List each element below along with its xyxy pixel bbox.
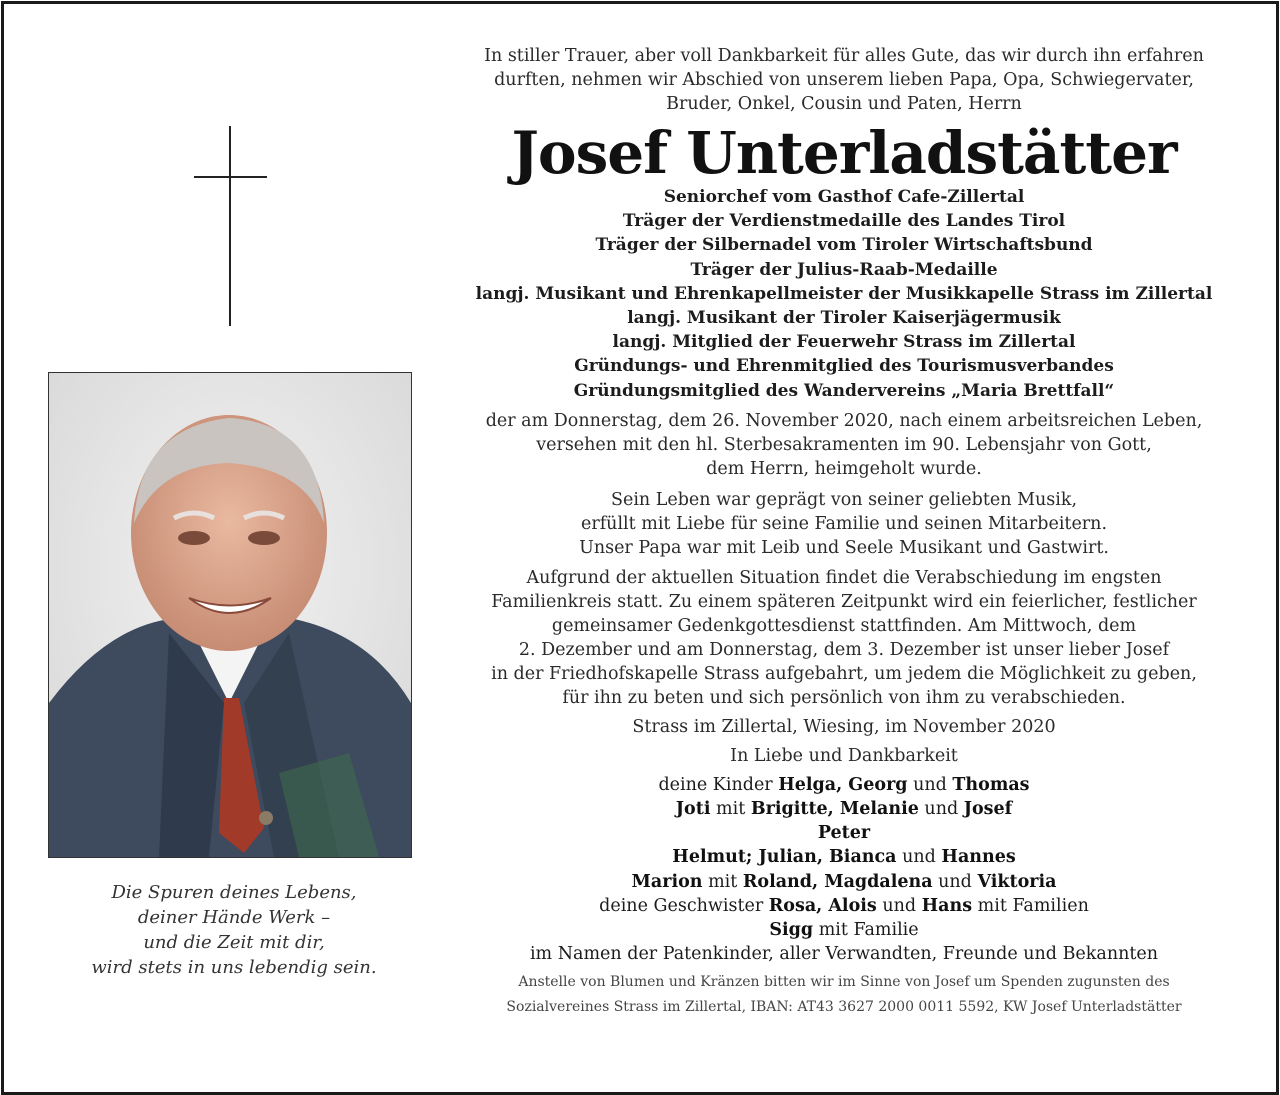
obituary-notice (1, 1, 1279, 1095)
family-line: Helmut; Julian, Bianca und Hannes (672, 847, 1016, 868)
donation-line: Sozialvereines Strass im Zillertal, IBAN: AT43 3627 2000 0011 5592, KW Josef Unterladstätter (506, 999, 1182, 1016)
farewell-line: 2. Dezember und am Donnerstag, dem 3. Dezember ist unser lieber Josef (518, 639, 1170, 660)
notice-line: versehen mit den hl. Sterbesakramenten im 90. Lebensjahr von Gott, (536, 434, 1152, 455)
farewell-line: für ihn zu beten und sich persönlich von ihm zu verabschieden. (562, 687, 1126, 708)
notice-line: dem Herrn, heimgeholt wurde. (706, 458, 982, 479)
closing-phrase: In Liebe und Dankbarkeit (730, 745, 958, 766)
right-column (444, 44, 1244, 1020)
life-line: Unser Papa war mit Leib und Seele Musikant und Gastwirt. (579, 537, 1109, 558)
intro-line: Bruder, Onkel, Cousin und Paten, Herrn (666, 94, 1022, 114)
family-line: deine Geschwister Rosa, Alois und Hans mit Familien (599, 895, 1089, 916)
farewell-line: in der Friedhofskapelle Strass aufgebahrt, um jedem die Möglichkeit zu geben, (491, 663, 1197, 684)
honor-line: langj. Musikant und Ehrenkapellmeister der Musikkapelle Strass im Zillertal (475, 283, 1213, 304)
honor-line: Gründungs- und Ehrenmitglied des Tourismusverbandes (574, 356, 1114, 377)
portrait-photo (48, 372, 412, 858)
farewell-line: Aufgrund der aktuellen Situation findet die Verabschiedung im engsten (526, 567, 1162, 588)
place-date: Strass im Zillertal, Wiesing, im November 2020 (632, 716, 1056, 737)
honor-line: langj. Mitglied der Feuerwehr Strass im Zillertal (612, 332, 1076, 353)
family-line: Marion mit Roland, Magdalena und Viktoria (631, 871, 1057, 892)
verse-line: Die Spuren deines Lebens, (111, 882, 357, 903)
honors-list (444, 185, 1244, 403)
farewell-paragraph (444, 566, 1244, 710)
deceased-name: Josef Unterladstätter (511, 119, 1177, 187)
family-line: deine Kinder Helga, Georg und Thomas (658, 774, 1030, 795)
family-line: Joti mit Brigitte, Melanie und Josef (675, 799, 1013, 820)
donation-note (444, 970, 1244, 1020)
left-column (4, 4, 444, 1092)
verse-line: deiner Hände Werk – (137, 907, 331, 928)
life-line: Sein Leben war geprägt von seiner geliebten Musik, (610, 489, 1078, 510)
notice-line: der am Donnerstag, dem 26. November 2020, nach einem arbeitsreichen Leben, (485, 410, 1203, 431)
honor-line: langj. Musikant der Tiroler Kaiserjägermusik (627, 308, 1061, 329)
family-list (444, 773, 1244, 967)
donation-line: Anstelle von Blumen und Kränzen bitten wir im Sinne von Josef um Spenden zugunsten des (518, 974, 1170, 991)
intro-line: durften, nehmen wir Abschied von unserem lieben Papa, Opa, Schwiegervater, (494, 70, 1194, 90)
life-line: erfüllt mit Liebe für seine Familie und seinen Mitarbeitern. (580, 513, 1108, 534)
honor-line: Träger der Julius-Raab-Medaille (690, 259, 998, 280)
death-notice (444, 409, 1244, 481)
honor-line: Träger der Silbernadel vom Tiroler Wirtschaftsbund (595, 235, 1093, 256)
farewell-line: Familienkreis statt. Zu einem späteren Zeitpunkt wird ein feierlicher, festlicher (491, 591, 1197, 612)
honor-line: Träger der Verdienstmedaille des Landes Tirol (622, 211, 1066, 232)
family-line: Peter (817, 823, 871, 844)
intro-line: In stiller Trauer, aber voll Dankbarkeit für alles Gute, das wir durch ihn erfahren (484, 46, 1204, 66)
honor-line: Seniorchef vom Gasthof Cafe-Zillertal (663, 187, 1025, 207)
life-paragraph (444, 488, 1244, 560)
memorial-verse (44, 880, 424, 980)
family-line: im Namen der Patenkinder, aller Verwandten, Freunde und Bekannten (529, 944, 1159, 965)
farewell-line: gemeinsamer Gedenkgottesdienst stattfinden. Am Mittwoch, dem (551, 615, 1137, 636)
family-line: Sigg mit Familie (769, 920, 919, 941)
verse-line: wird stets in uns lebendig sein. (91, 957, 377, 978)
honor-line: Gründungsmitglied des Wandervereins „Maria Brettfall“ (573, 380, 1115, 401)
verse-line: und die Zeit mit dir, (143, 932, 325, 953)
intro-text (444, 44, 1244, 116)
